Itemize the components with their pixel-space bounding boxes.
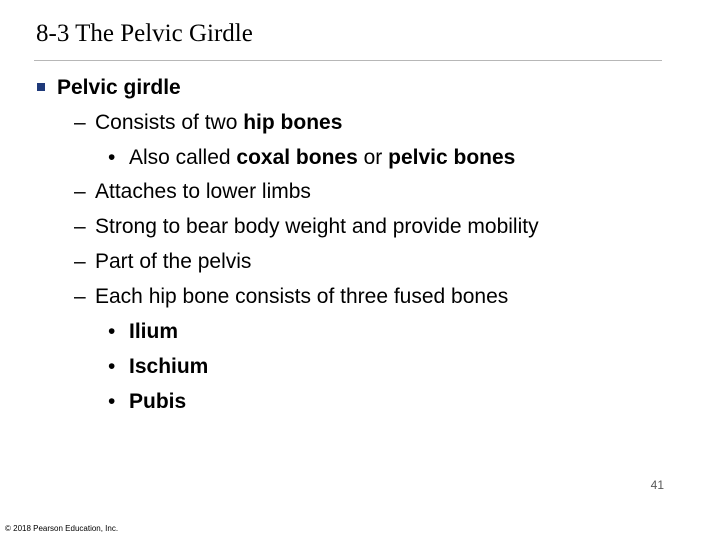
copyright-footer: © 2018 Pearson Education, Inc. — [5, 524, 119, 533]
dash-bullet-icon: – — [74, 180, 86, 203]
item-emphasis: coxal bones — [236, 146, 358, 169]
list-item-pelvis: Part of the pelvis — [95, 250, 252, 273]
list-item-attaches: Attaches to lower limbs — [95, 180, 311, 203]
list-item-fused-bones: Each hip bone consists of three fused bones — [95, 285, 509, 308]
dash-bullet-icon: – — [74, 250, 86, 273]
bullet-pelvic-girdle: Pelvic girdle — [57, 76, 181, 99]
page-number: 41 — [650, 478, 664, 492]
list-item-ischium: Ischium — [129, 355, 209, 378]
list-item-strong: Strong to bear body weight and provide mobility — [95, 215, 539, 238]
dot-bullet-icon: • — [108, 320, 116, 343]
dash-bullet-icon: – — [74, 111, 86, 134]
list-item-ilium: Ilium — [129, 320, 179, 343]
dot-bullet-icon: • — [108, 355, 116, 378]
title-divider — [34, 60, 662, 61]
dash-bullet-icon: – — [74, 215, 86, 238]
square-bullet-icon — [37, 83, 45, 91]
item-text: Consists of two — [95, 111, 244, 134]
item-text: or — [357, 146, 389, 169]
item-emphasis: pelvic bones — [388, 146, 516, 169]
dot-bullet-icon: • — [108, 390, 116, 413]
dash-bullet-icon: – — [74, 285, 86, 308]
item-emphasis: hip bones — [243, 111, 343, 134]
slide-title: 8-3 The Pelvic Girdle — [36, 20, 253, 47]
list-item-also-called — [129, 146, 515, 170]
list-item-hip-bones — [95, 111, 342, 135]
dot-bullet-icon: • — [108, 146, 116, 169]
list-item-pubis: Pubis — [129, 390, 187, 413]
item-text: Also called — [129, 146, 237, 169]
